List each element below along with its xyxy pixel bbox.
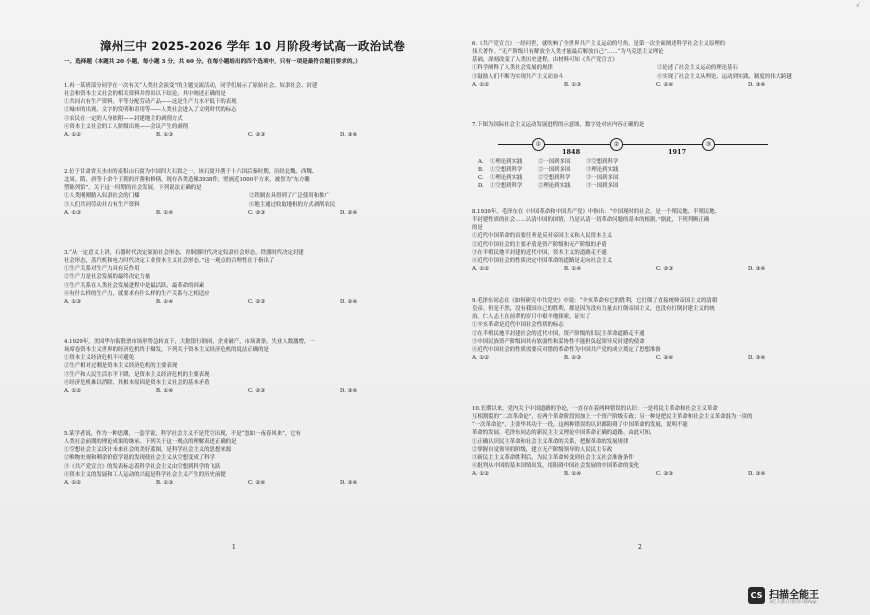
question-10-options: A. ①② B. ①④ C. ②③ D. ③④ [472, 471, 766, 478]
right-page [468, 0, 853, 615]
question-1: 1.再一某班部分同学在一次有关“人类社会演变”的主题交流活动，同学们展示了原始社会、奴隶社会、封建 社会和资本主义社会的相关资料并得出以下结论，其中阐述正确的是 ①共同占有生产资料，平等分配劳动产品——这是生产力水平低下的表现 ②城市的出现、文字的发明和奇用等——人类社会进入了文明时代的标志 ③农民在一定的人身依附——封建地主的剥削方式 ④资本主义社会的工人阶级出现——会议产生的剥削 A. ①② B. ①③ C. ②③ D. ③④ [64, 82, 444, 139]
question-7-options: A. ①理论到实践 ②一国到多国 ③空想到科学 B. ①空想到科学 ②一国到多国 ③理论到实践 C. ①理论到实践 ②空想到科学 ③一国到多国 D. ①空想到科学 ②理论到实践 ③一国到多国 [478, 159, 619, 190]
timeline-marker-2: ② [610, 138, 623, 151]
timeline-year-1848: 1848 [562, 148, 581, 156]
question-4-options: A. ①② B. ①④ C. ②③ D. ③④ [64, 387, 358, 394]
question-9: 9.毛泽东同志在《如何研究中共党史》中说：“辛亥革命有它的胜利，它打倒了直接统帅帝国主义的清朝 皇帝。但是不然，没有我国自己的胜利，都是因为没有力量去打倒帝国主义，也没有打倒封建主义的统 治。仁人志士在前辈的岁月中艰辛地探索，证实了 ①辛亥革命是近代中国社会性质的标志 ②在半殖民地半封建社会的近代中国，资产阶级的旧民主革命道路走不通 ③中国民族资产阶级因其有软弱性和妥协性不能担负起领导反封建的使命 ④近代中国社会的性质需要反对错的革命性为中国共产党的成立奠定了思想准备 A. ①② B. ①③ C. ②④ D. ③④ [472, 297, 852, 362]
page-number-1: 1 [232, 544, 236, 551]
question-3-options: A. ①③ B. ①④ C. ②③ D. ②④ [64, 298, 358, 305]
scanner-watermark [748, 586, 858, 608]
timeline-year-1917: 1917 [668, 148, 687, 156]
left-page [60, 0, 445, 615]
question-2: 2.位于甘肃省天水市的麦积山石窟为中国四大石窟之一，该石窟开凿于十六国后秦时期，历经北魏、西魏、 北周、隋、唐等十余个王朝的开凿和修缮，现存各类造像3938件，壁画近1000平方米，被誉为“东方雕 塑陈列馆”。关于这一时期的社会发展，下列说法正确的是 ①人类刚刚踏入奴隶社会的门槛 ②铁制农具得到了广泛使用和推广 ③人们共同劳动并占有生产资料 ④地主通过收取地租的方式剥削农民 A. ①③ B. ①④ C. ②③ D. ②④ [64, 168, 444, 217]
watermark-tagline: 3亿人都在用的扫描App [769, 600, 817, 605]
page-number-2: 2 [638, 544, 642, 551]
question-3: 3.“从一定意义上讲，石器时代决定原始社会形态，青铜器时代决定奴隶社会形态，铁器时代决定封建 社会形态，蒸汽机和电力时代决定工业资本主义社会形态。”这一观点的合理性在于指出了 ①生产关系对生产力具有反作用 ②生产力是社会发展的最终决定力量 ③生产关系在人类社会发展进程中是最活跃、最革命的因素 ④有什么样的生产力，就要求有什么样的生产关系与之相适应 A. ①③ B. ①④ C. ②③ D. ②④ [64, 249, 444, 306]
question-10: 10.长期以来，党内关于中国道路的争论，一直存在着两种错误的认识：一是将民主革命和社会主义革命 互相割裂的“二次革命论”，在两个革命阶段间加上一个资产阶级专政；另一种是把民主革命和社会主义革命混为一谈的 “一次革命论”，主张毕其功于一役。这两种错误的认识都阻碍了中国革命的发展，说明不能 革命的发展。毛泽东同志的新民主主义理论中国革命正确的道路。由此可知， ①正确认识民主革命和社会主义革命的关系，把握革命的发展规律 ②掌握自觉领导的阶级，建立无产阶级领导的人民民主专政 ③新民主主义革命胜利后，为民主革命转变到社会主义社会准备条件 ④批判从中国的基本国情出发，用阻碍中国社会发展的中国革命的变化 A. ①② B. ①④ C. ②③ D. ③④ [472, 405, 852, 478]
question-6-options: A. ①② B. ①③ C. ②④ D. ③④ [472, 81, 766, 88]
development-timeline [498, 137, 768, 157]
exam-title: 漳州三中 2025-2026 学年 10 月阶段考试高一政治试卷 [99, 39, 406, 53]
section-instructions: 一、选择题（本题共 20 小题，每小题 3 分，共 60 分。在每小题给出的四个选项中，只有一项是最符合题目要求的。） [64, 59, 361, 65]
timeline-marker-1: ① [532, 138, 545, 151]
question-2-options: A. ①③ B. ①④ C. ②③ D. ②④ [64, 209, 358, 216]
question-9-options: A. ①② B. ①③ C. ②④ D. ③④ [472, 355, 766, 362]
question-6: 6.《共产党宣言》一经问世，就吹响了全世界共产主义运动的号角，是第一次全面阐述科学社会主义原理的 伟大著作。“无产阶级只有解放全人类才能最后解放自己”……“为马克思主义理论 基础，深刻改变了人类历史进程。由材料可知《共产党宣言》 ①科学阐释了人类社会发展的规律 ②论述了社会主义运动的理论基石 ③鼓励人们不断为实现共产主义而奋斗 ④实现了社会主义从理论、运动到实践、制度的伟大跨越 A. ①② B. ①③ C. ②④ D. ③④ [472, 40, 852, 89]
question-4: 4.1929年，美国华尔街股票市场形势急转直下，大批银行倒闭，企业破产，市场萧条，失业人数激增，一 场席卷资本主义世界的经济危机终于爆发。下列关于资本主义经济危机的说法正确的是 ①资本主义经济危机不可避免 ②生产相对过剩是资本主义经济危机的主要表现 ③生产和人民生活水平下降，是资本主义经济危机的主要表现 ④经济危机难以消除，其根本原因是资本主义社会的基本矛盾 A. ①② B. ①④ C. ②③ D. ③④ [64, 338, 444, 395]
watermark-app-name: 扫描全能王 [769, 590, 819, 601]
question-7: 7.下图为国际社会主义运动发展进程的示意图，数字处对应内容正确的是 [472, 122, 645, 128]
question-5-options: A. ①② B. ①③ C. ②④ D. ③④ [64, 479, 358, 486]
corner-mark: √ [856, 2, 860, 9]
timeline-marker-3: ③ [702, 138, 715, 151]
question-5: 5.某学者说，作为一种思潮，一套学说，科学社会主义不是凭空出现，不是“忽如一夜春风来”，它有 人类社会前期的理论成果的继承。下列关于这一观点的理解表述正确的是 ①空想社会主义设计未来社会的美好蓝图，是科学社会主义的思想来源 ②唯物史观和剩余价值学说的发现使社会主义从空想变成了科学 ③《共产党宣言》的发表标志着科学社会主义由空想到科学的飞跃 ④资本主义的发展和工人运动的兴起是科学社会主义产生的历史前提 A. ①② B. ①③ C. ②④ D. ③④ [64, 430, 444, 487]
question-1-options: A. ①② B. ①③ C. ②③ D. ③④ [64, 131, 358, 138]
question-8-options: A. ①② B. ①④ C. ②③ D. ③④ [472, 266, 766, 273]
camscanner-logo-icon: CS [748, 587, 765, 604]
question-8: 8.1939年，毛泽东在《中国革命和中国共产党》中指出：“中国现时的社会，是一个殖民地、半殖民地、 半封建性质的社会……认清中国的国情，乃是认清一切革命问题的基本的根据。”据此，下列判断正确 的是 ①近代中国革命的首要任务是反对帝国主义和人民资本主义 ②近代中国社会的主要矛盾是资产阶级和无产阶级的矛盾 ③在半殖民地半封建的近代中国，资本主义的道路走不通 ④近代中国社会的性质决定中国革命的道路是走向社会主义 A. ①② B. ①④ C. ②③ D. ③④ [472, 208, 852, 273]
